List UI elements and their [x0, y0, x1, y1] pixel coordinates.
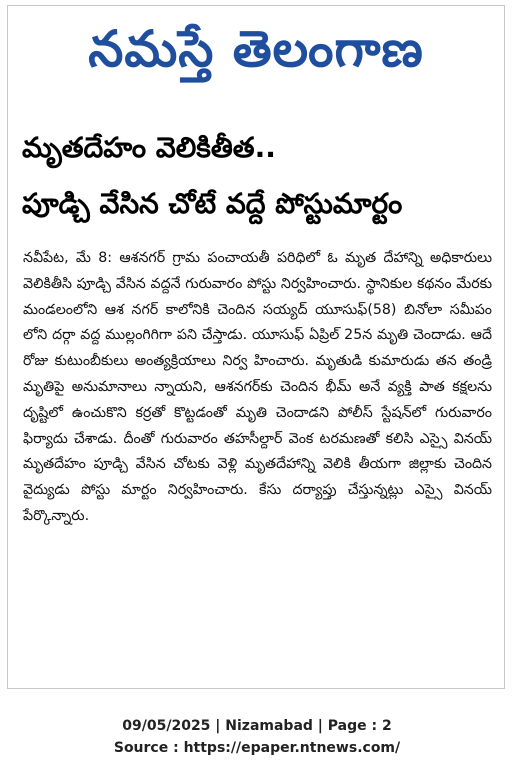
news-clipping [7, 5, 505, 689]
footer-source: Source : https://epaper.ntnews.com/ [113, 740, 401, 756]
masthead [8, 6, 504, 91]
headline-line-1: మృతదేహం వెలికితీత.. [22, 131, 276, 164]
article-body: నవీపేట, మే 8: ఆశనగర్ గ్రామ పంచాయతీ పరిధిలో ఓ మృత దేహాన్ని అధికారులు వెలికితీసి పూడ్చి వేసిన వద్దనే గురువారం పోస్టు నిర్వహించారు. స్థానికుల కథనం మేరకు మండలంలోని ఆశ నగర్ కాలోనికి చెందిన సయ్యద్ యూసుఫ్(58) బినోలా సమీపం లోని దర్గా వద్ద ముల్లంగిగిగా పని చేస్తాడు. యూసుఫ్ ఏప్రిల్ 25న మృతి చెందాడు. ఆదే రోజు కుటుంబీకులు అంత్యక్రియాలు నిర్వ హించారు. మృతుడి కుమారుడు తన తండ్రి మృతిపై అనుమానాలు న్నాయని, ఆశనగర్‌కు చెందిన భీమ్ అనే వ్యక్తి పాత కక్షలను దృష్టిలో ఉంచుకొని కర్రతో కొట్టడంతో మృతి చెందాడని పోలీస్ స్టేషన్‌లో గురువారం ఫిర్యాదు చేశాడు. దీంతో గురువారం తహసీల్దార్ వెంక టరమణతో కలిసి ఎస్సై వినయ్ మృతదేహం పూడ్చి వేసిన చోటకు వెళ్లి మృతదేహాన్ని వెలికి తీయగా జిల్లాకు చెందిన వైద్యుడు పోస్టు మార్టం నిర్వహించారు. కేసు దర్యాప్తు చేస్తున్నట్లు ఎస్సై వినయ్ పేర్కొన్నారు. [23, 250, 492, 524]
footer-date-edition: 09/05/2025 | Nizamabad | Page : 2 [122, 718, 392, 734]
newspaper-logo: నమస్తే తెలంగాణ [88, 19, 424, 78]
headline-line-2: పూడ్చి వేసిన చోటే వద్దే పోస్టుమార్టం [22, 187, 403, 220]
